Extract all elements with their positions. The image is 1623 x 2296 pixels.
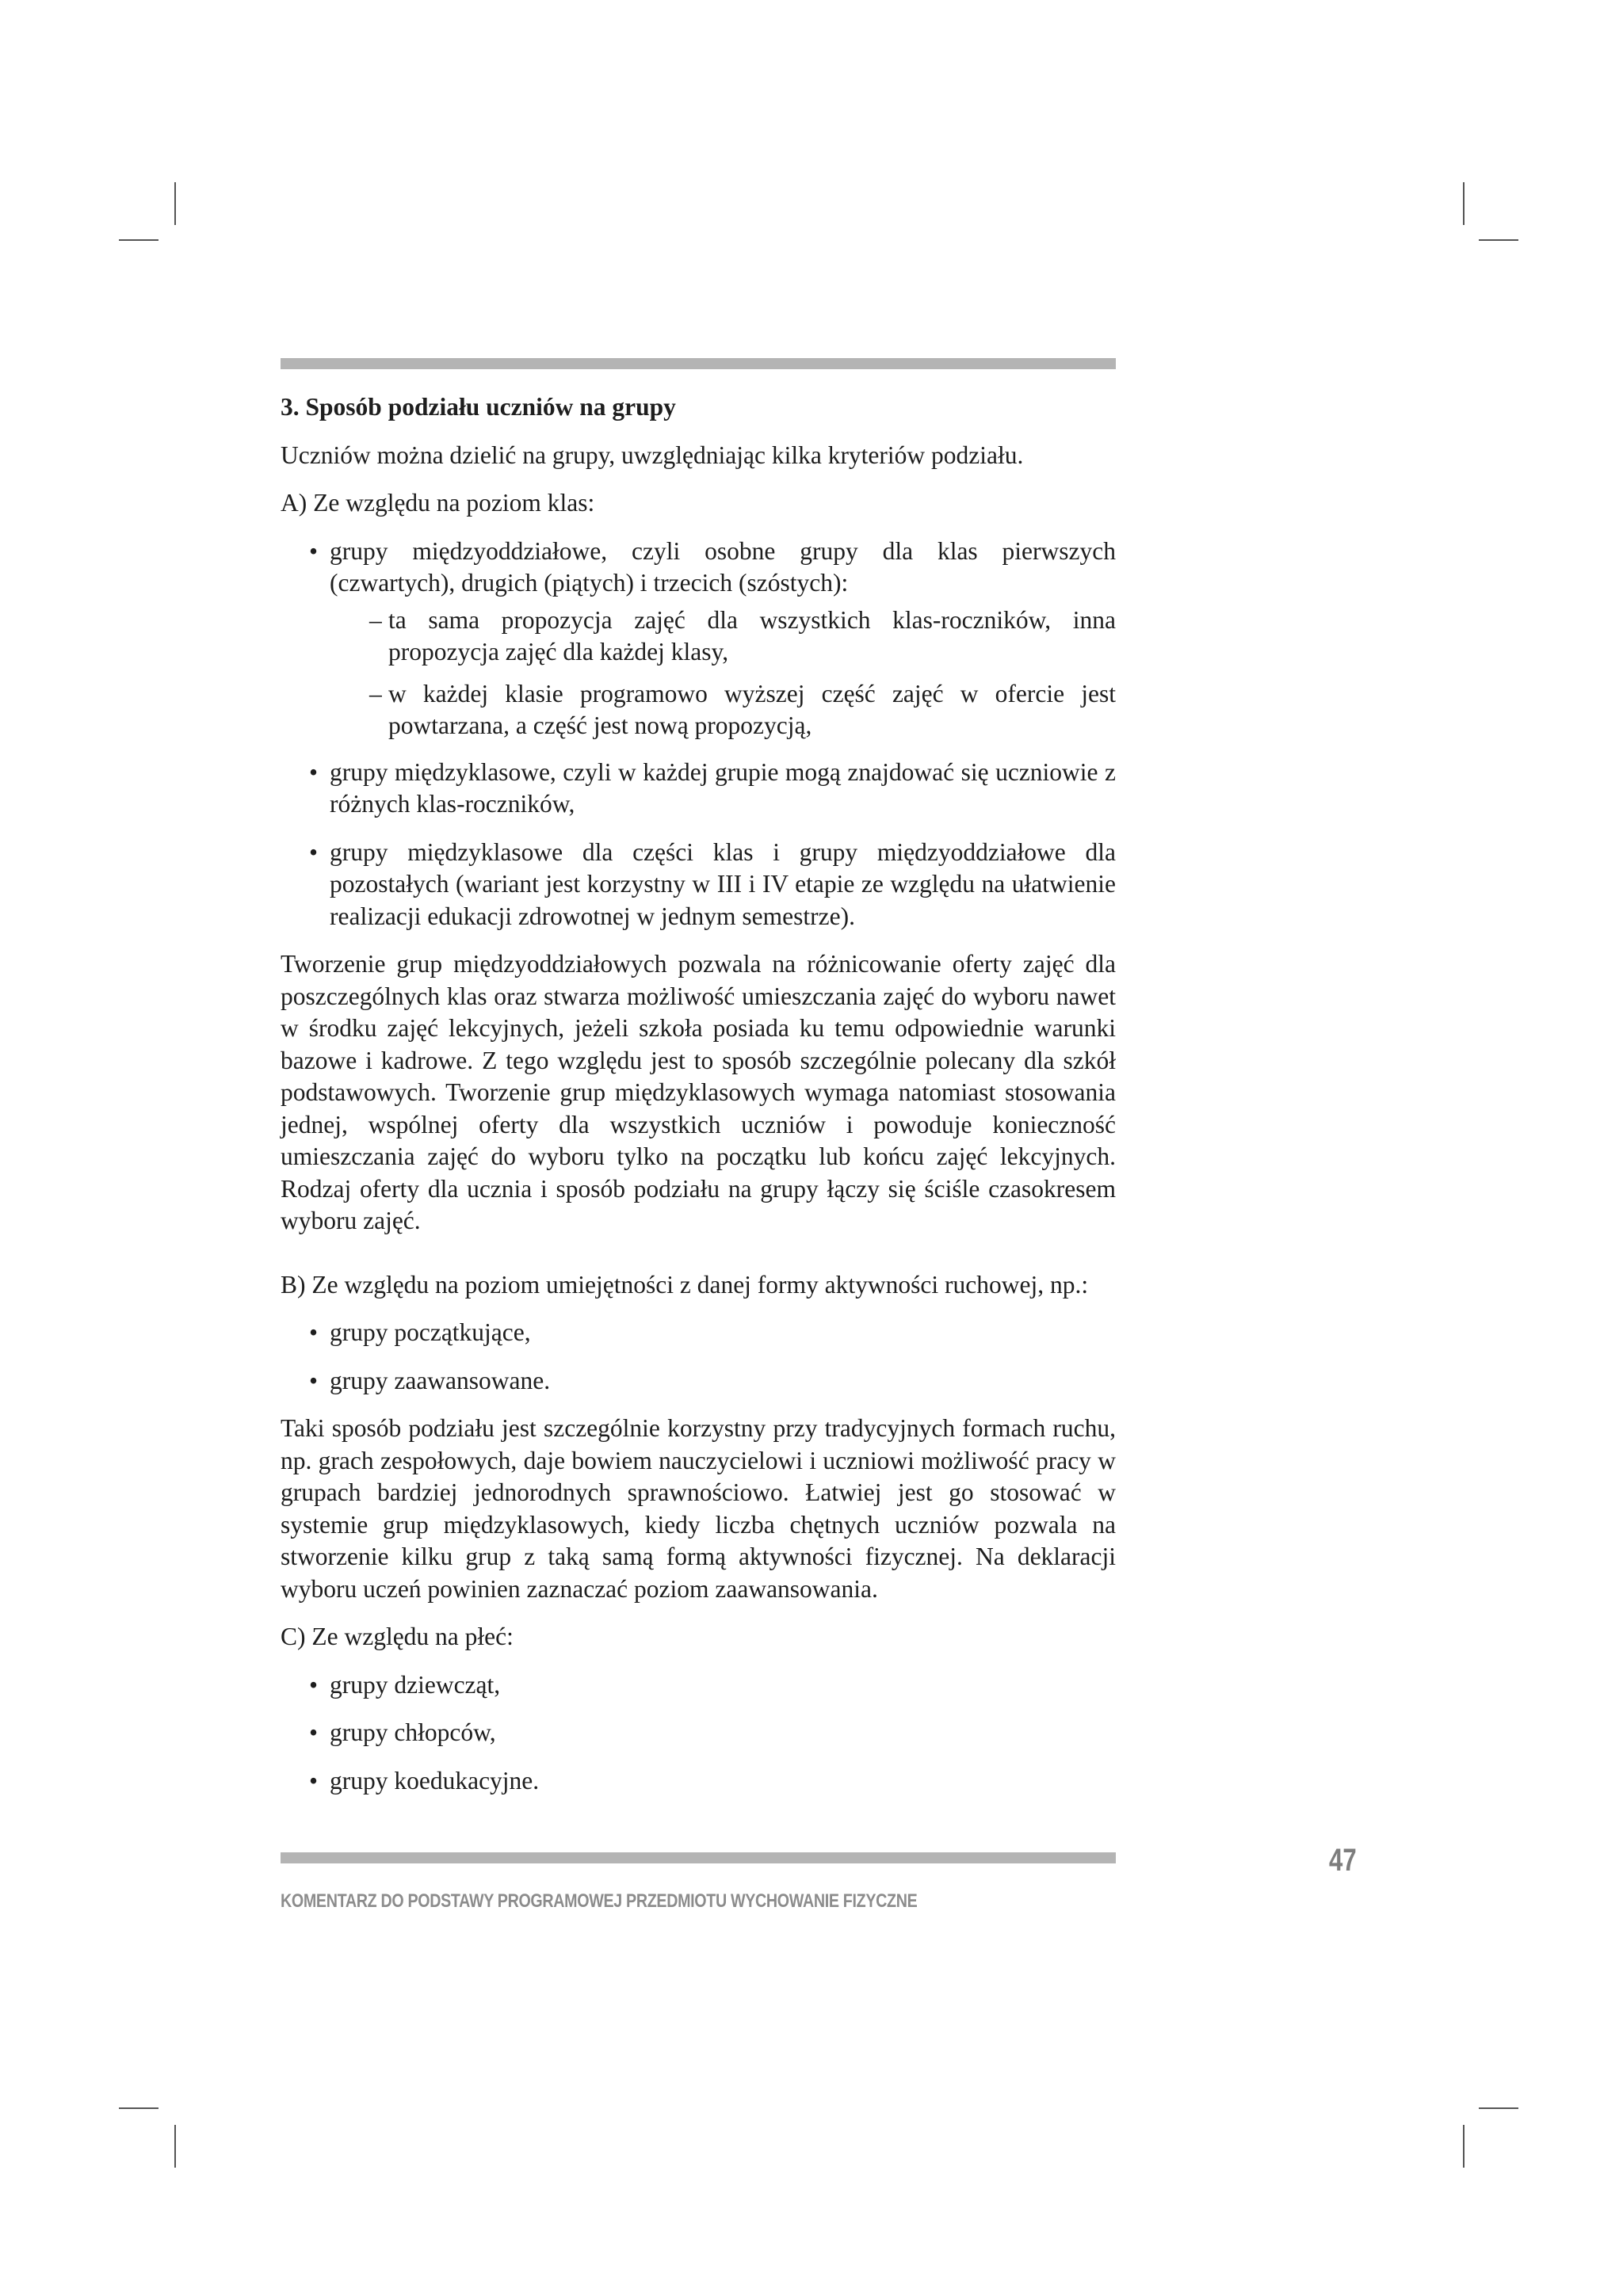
crop-mark-bottom-right-vertical bbox=[1463, 2125, 1465, 2168]
crop-mark-top-right-horizontal bbox=[1479, 239, 1518, 241]
footer-title: KOMENTARZ DO PODSTAWY PROGRAMOWEJ PRZEDMIOTU WYCHOWANIE FIZYCZNE bbox=[281, 1890, 918, 1912]
crop-mark-bottom-left-vertical bbox=[174, 2125, 176, 2168]
crop-mark-top-left-horizontal bbox=[119, 239, 158, 241]
part-c-list bbox=[281, 1669, 1116, 1798]
sublist-item-text: ta sama propozycja zajęć dla wszystkich klas-roczników, inna propozycja zajęć dla każdej klasy, bbox=[388, 605, 1116, 666]
list-item bbox=[309, 1365, 1116, 1398]
list-item-text: grupy dziewcząt, bbox=[330, 1670, 501, 1699]
intro-text: Uczniów można dzielić na grupy, uwzględniając kilka kryteriów podziału. bbox=[281, 441, 1024, 469]
crop-mark-top-right-vertical bbox=[1463, 182, 1465, 225]
list-item-text: grupy zaawansowane. bbox=[330, 1366, 551, 1394]
section-heading: 3. Sposób podziału uczniów na grupy bbox=[281, 393, 676, 421]
crop-mark-bottom-left-horizontal bbox=[119, 2107, 158, 2109]
dash-marker: – bbox=[369, 605, 382, 634]
list-item-text: grupy chłopców, bbox=[330, 1718, 496, 1746]
list-item-text: grupy początkujące, bbox=[330, 1318, 531, 1346]
list-item bbox=[309, 536, 1116, 742]
part-a-list bbox=[281, 536, 1116, 933]
part-b-label: B) Ze względu na poziom umiejętności z danej formy aktywności ruchowej, np.: bbox=[281, 1270, 1089, 1299]
list-item-text: grupy koedukacyjne. bbox=[330, 1766, 540, 1794]
list-item bbox=[309, 1717, 1116, 1749]
crop-mark-top-left-vertical bbox=[174, 182, 176, 225]
list-item bbox=[309, 1317, 1116, 1349]
list-item-text: grupy międzyoddziałowe, czyli osobne grupy dla klas pierwszych (czwartych), drugich (piątych) i trzecich (szóstych): bbox=[330, 536, 1116, 597]
part-a-paragraph: Tworzenie grup międzyoddziałowych pozwala na różnicowanie oferty zajęć dla poszczególnych klas oraz stwarza możliwość umieszczania zajęć do wyboru nawet w środku zajęć lekcyjnych, jeżeli szkoła posiada ku temu odpowiednie warunki bazowe i kadrowe. Z tego względu jest to sposób szczególnie polecany dla szkół podstawowych. Tworzenie grup międzyklasowych wymaga natomiast stosowania jednej, wspólnej oferty dla wszystkich uczniów i powoduje konieczność umieszczania zajęć do wyboru tylko na początku lub końcu zajęć lekcyjnych. Rodzaj oferty dla ucznia i sposób podziału na grupy łączy się ściśle czasokresem wyboru zajęć. bbox=[281, 950, 1116, 1234]
list-item bbox=[309, 1669, 1116, 1702]
sublist-item-text: w każdej klasie programowo wyższej część zajęć w ofercie jest powtarzana, a część jest nową propozycją, bbox=[388, 679, 1116, 739]
page-content bbox=[281, 391, 1116, 1813]
list-item-text: grupy międzyklasowe dla części klas i grupy międzyoddziałowe dla pozostałych (wariant jest korzystny w III i IV etapie ze względu na ułatwienie realizacji edukacji zdrowotnej w jednym semestrze). bbox=[330, 837, 1116, 930]
sublist-item bbox=[349, 605, 1116, 669]
list-item bbox=[309, 757, 1116, 821]
page-number: 47 bbox=[1329, 1843, 1357, 1878]
dash-marker: – bbox=[369, 679, 382, 707]
sublist-item bbox=[349, 678, 1116, 742]
part-a-label: A) Ze względu na poziom klas: bbox=[281, 489, 595, 517]
top-rule bbox=[281, 358, 1116, 369]
list-item bbox=[309, 837, 1116, 933]
list-item-text: grupy międzyklasowe, czyli w każdej grupie mogą znajdować się uczniowie z różnych klas-roczników, bbox=[330, 757, 1116, 818]
list-item bbox=[309, 1765, 1116, 1798]
crop-mark-bottom-right-horizontal bbox=[1479, 2107, 1518, 2109]
part-b-list bbox=[281, 1317, 1116, 1397]
part-c-label: C) Ze względu na płeć: bbox=[281, 1623, 514, 1650]
part-b-paragraph: Taki sposób podziału jest szczególnie korzystny przy tradycyjnych formach ruchu, np. grach zespołowych, daje bowiem nauczycielowi i uczniowi możliwość pracy w grupach bardziej jednorodnych sprawnościowo. Łatwiej jest go stosować w systemie grup międzyklasowych, kiedy liczba chętnych uczniów pozwala na stworzenie kilku grup z taką samą formą aktywności fizycznej. Na deklaracji wyboru uczeń powinien zaznaczać poziom zaawansowania. bbox=[281, 1414, 1116, 1603]
bottom-rule bbox=[281, 1852, 1116, 1863]
part-a-sublist bbox=[330, 605, 1116, 742]
